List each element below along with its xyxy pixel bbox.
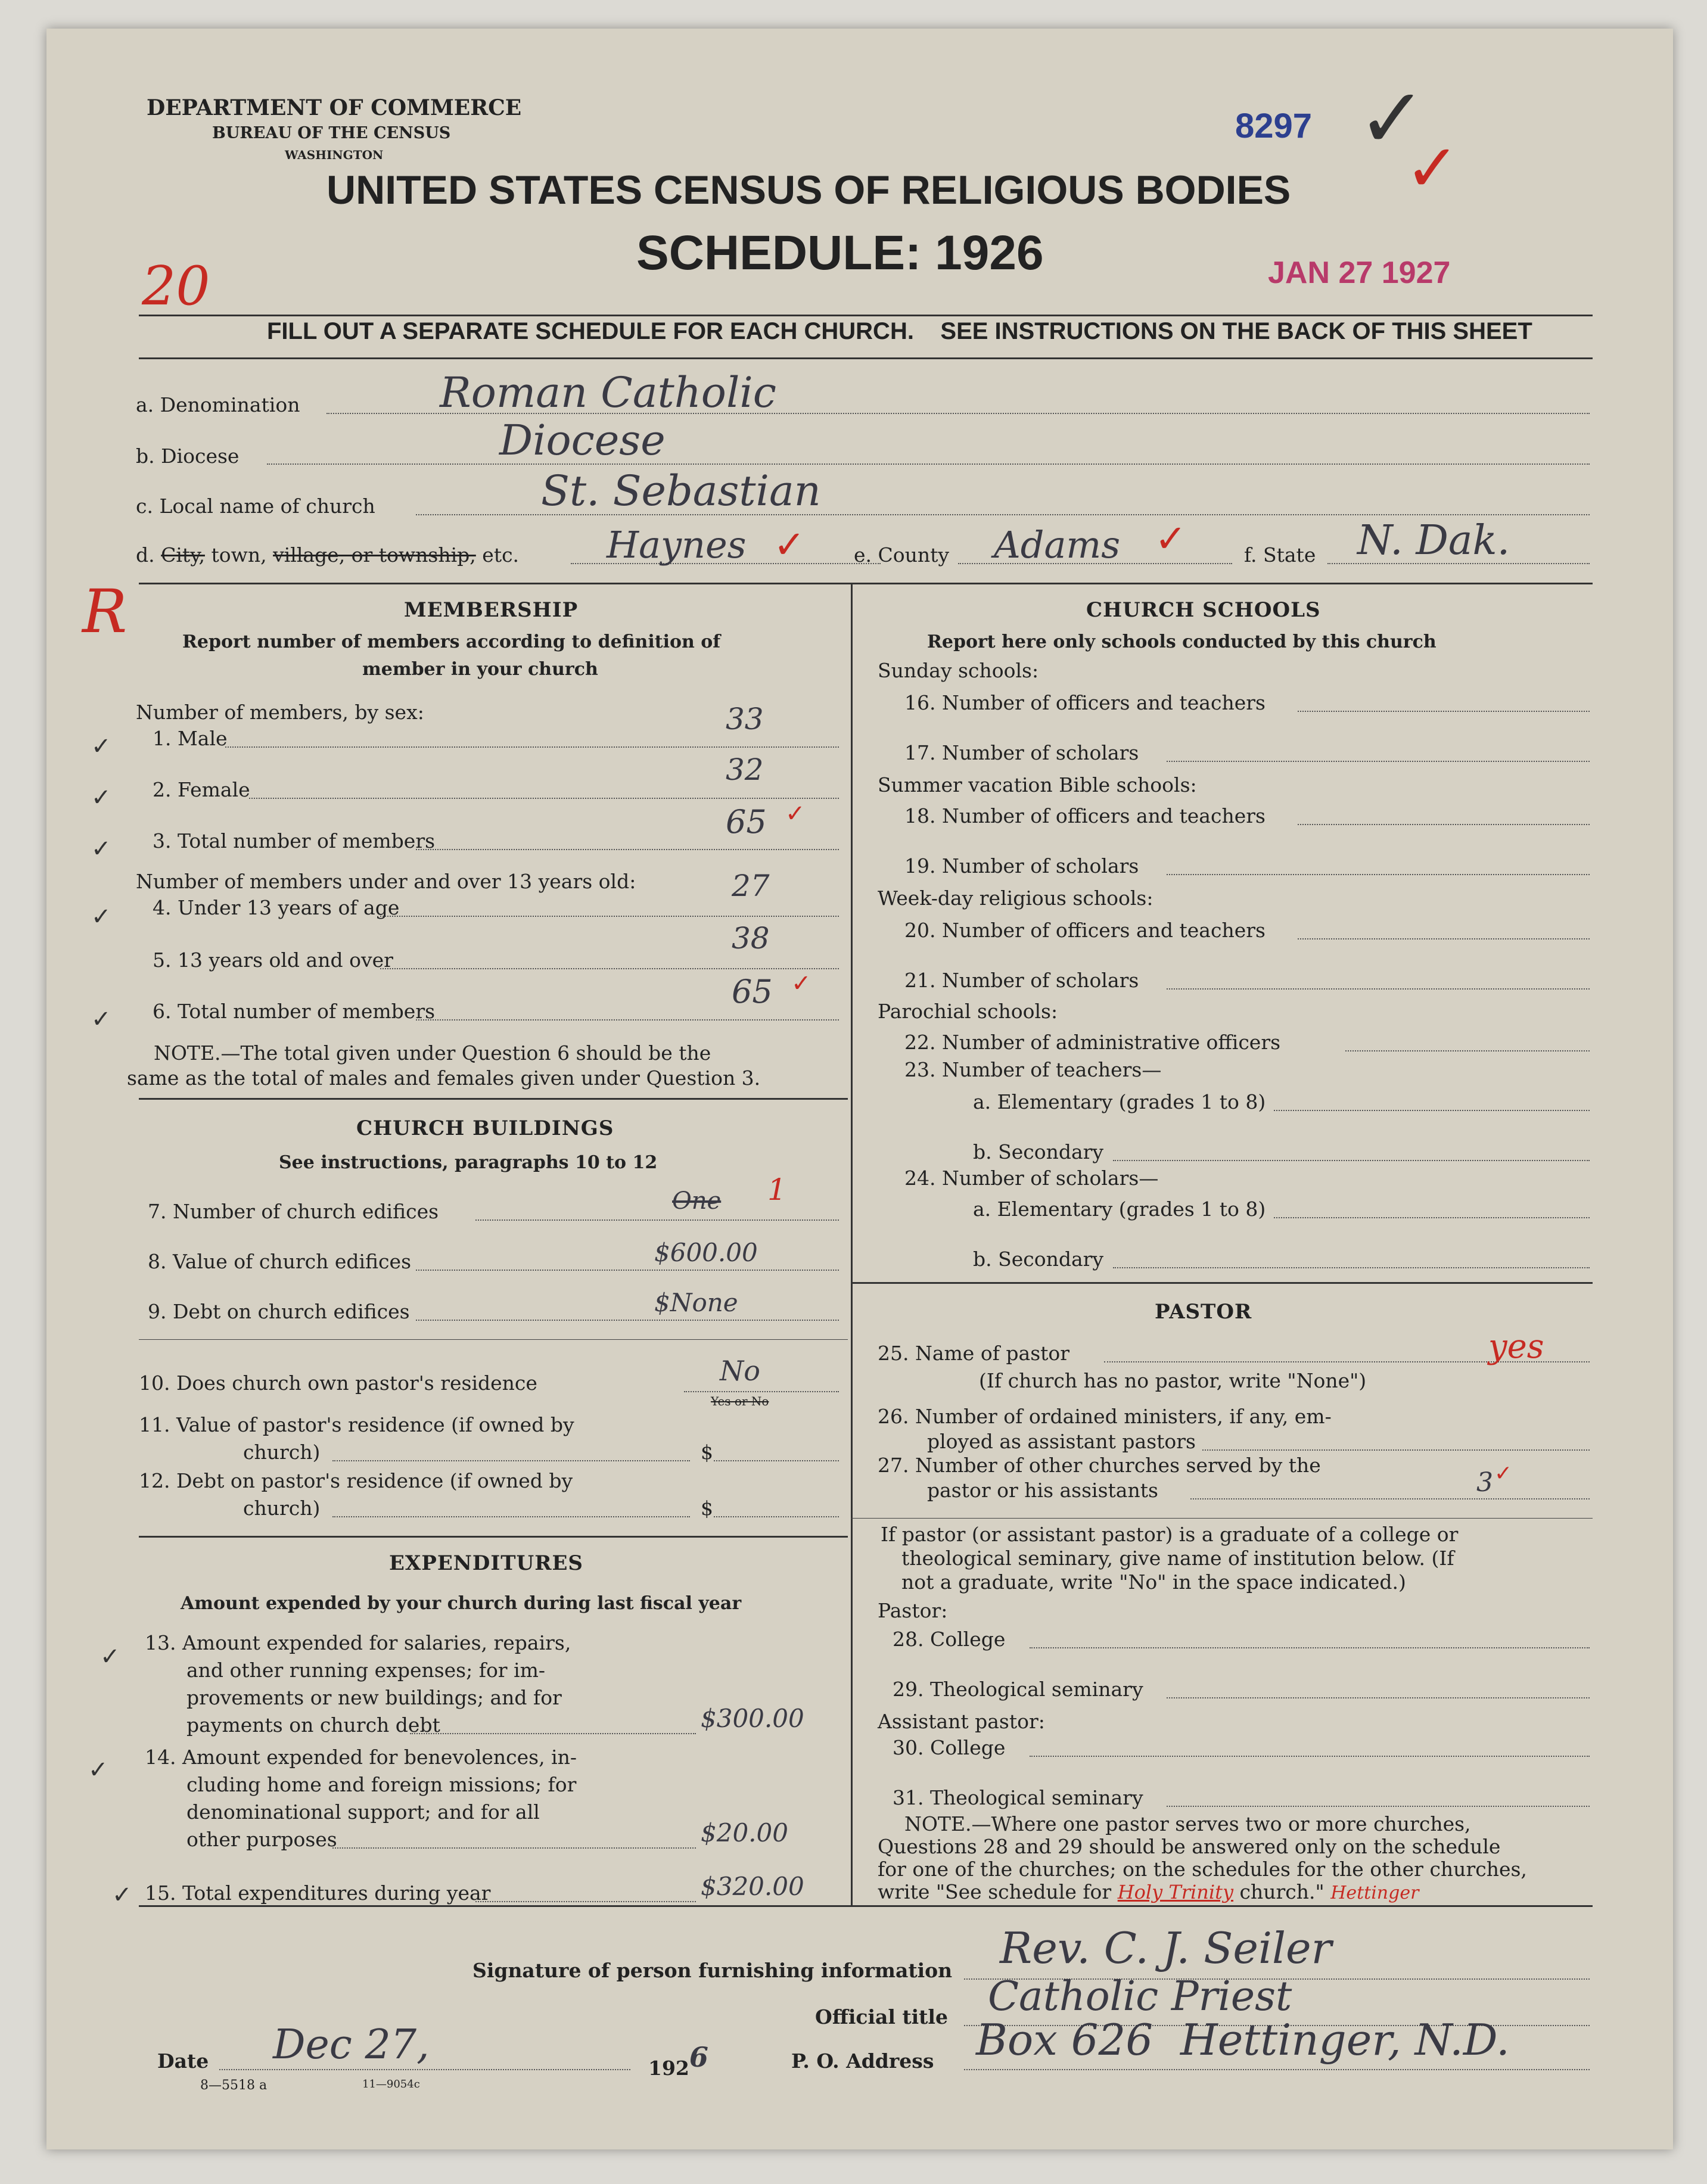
q3-red-check-icon: ✓	[785, 800, 806, 827]
q9-line	[416, 1320, 839, 1321]
q11-value[interactable]: $	[701, 1441, 713, 1464]
date-value[interactable]: Dec 27,	[273, 2021, 430, 2068]
city-line: WASHINGTON	[285, 148, 384, 162]
rule-membership	[139, 1098, 848, 1100]
pastor-note-4a: write "See schedule for	[878, 1880, 1112, 1903]
q3-check-icon: ✓	[91, 835, 111, 863]
q13-line-3: provements or new buildings; and for	[186, 1686, 562, 1709]
q10-line	[684, 1391, 839, 1392]
by-sex-label: Number of members, by sex:	[136, 701, 424, 724]
q7-value[interactable]: One	[672, 1187, 722, 1215]
print-number: 11—9054c	[362, 2078, 420, 2090]
q18-label: 18. Number of officers and teachers	[904, 804, 1266, 827]
po-address-value[interactable]: Box 626 Hettinger, N.D.	[976, 2015, 1510, 2065]
signature-value[interactable]: Rev. C. J. Seiler	[1000, 1923, 1332, 1973]
rule-schools	[851, 1282, 1593, 1284]
q25-value[interactable]: yes	[1488, 1327, 1544, 1366]
q14-line-1: 14. Amount expended for benevolences, in-	[145, 1746, 577, 1769]
po-address-label: P. O. Address	[791, 2049, 934, 2073]
q31-label: 31. Theological seminary	[893, 1786, 1143, 1809]
official-title-label: Official title	[815, 2005, 948, 2029]
q5-value[interactable]: 38	[732, 921, 770, 956]
received-date-stamp: JAN 27 1927	[1268, 256, 1451, 290]
rule-identity	[139, 583, 1593, 584]
q2-check-icon: ✓	[91, 784, 111, 811]
membership-note-1: NOTE.—The total given under Question 6 should be the	[154, 1041, 711, 1065]
pastor-note-4b: church."	[1239, 1880, 1324, 1903]
q19-line	[1167, 874, 1590, 875]
q14-dots	[332, 1847, 696, 1849]
q14-check-icon: ✓	[88, 1756, 108, 1784]
q24b-line	[1113, 1267, 1590, 1268]
expenditures-heading: EXPENDITURES	[389, 1551, 583, 1575]
form-title: UNITED STATES CENSUS OF RELIGIOUS BODIES	[327, 167, 1291, 213]
grad-note-2: theological seminary, give name of institution below. (If	[901, 1547, 1454, 1570]
q11-label: 11. Value of pastor's residence (if owned by	[139, 1413, 574, 1436]
q27-label-1: 27. Number of other churches served by the	[878, 1454, 1321, 1477]
q14-line-2: cluding home and foreign missions; for	[186, 1773, 577, 1796]
q16-label: 16. Number of officers and teachers	[904, 691, 1266, 714]
q1-check-icon: ✓	[91, 733, 111, 760]
q11-line	[714, 1460, 839, 1461]
q20-label: 20. Number of officers and teachers	[904, 919, 1266, 942]
q6-red-check-icon: ✓	[791, 970, 811, 997]
q10-value[interactable]: No	[720, 1355, 760, 1387]
q3-line	[416, 849, 839, 850]
parochial-heading: Parochial schools:	[878, 1000, 1058, 1023]
denomination-value[interactable]: Roman Catholic	[440, 368, 776, 417]
q2-label: 2. Female	[153, 778, 250, 801]
q22-label: 22. Number of administrative officers	[904, 1031, 1281, 1054]
diocese-label: b. Diocese	[136, 444, 240, 468]
q13-value[interactable]: $300.00	[701, 1704, 804, 1733]
age-intro: Number of members under and over 13 years old:	[136, 870, 636, 893]
year-prefix: 192	[648, 2057, 689, 2080]
q8-label: 8. Value of church edifices	[148, 1250, 412, 1273]
q27-label-2: pastor or his assistants	[927, 1479, 1158, 1502]
rule-q27	[851, 1518, 1593, 1519]
department-line: DEPARTMENT OF COMMERCE	[147, 95, 522, 120]
q4-value[interactable]: 27	[732, 869, 770, 903]
membership-note-2: same as the total of males and females given under Question 3.	[127, 1066, 761, 1090]
q13-line-1: 13. Amount expended for salaries, repairs,	[145, 1631, 571, 1654]
margin-mark: R	[82, 577, 128, 646]
q15-label: 15. Total expenditures during year	[145, 1881, 491, 1905]
pastor-note-4	[878, 1880, 1419, 1903]
summer-heading: Summer vacation Bible schools:	[878, 773, 1197, 797]
q17-label: 17. Number of scholars	[904, 741, 1139, 764]
diocese-line	[267, 463, 1590, 465]
q5-line	[380, 968, 839, 969]
rule-footer	[139, 1905, 1593, 1907]
margin-number: 20	[142, 255, 210, 318]
local-name-label: c. Local name of church	[136, 494, 375, 518]
grad-note-1: If pastor (or assistant pastor) is a graduate of a college or	[881, 1523, 1459, 1546]
q16-line	[1298, 711, 1590, 712]
q17-line	[1167, 761, 1590, 762]
q23a-line	[1274, 1110, 1590, 1111]
q10-hint: Yes or No	[711, 1394, 769, 1408]
q14-line-3: denominational support; and for all	[186, 1800, 540, 1824]
q3-value[interactable]: 65	[726, 803, 767, 841]
q6-value[interactable]: 65	[732, 973, 773, 1010]
q1-line	[225, 746, 839, 748]
q21-label: 21. Number of scholars	[904, 969, 1139, 992]
q18-line	[1298, 824, 1590, 825]
q23-label: 23. Number of teachers—	[904, 1058, 1162, 1081]
form-subtitle: SCHEDULE: 1926	[636, 226, 1044, 280]
grad-note-3: not a graduate, write "No" in the space indicated.)	[901, 1570, 1406, 1594]
q24a-line	[1274, 1217, 1590, 1218]
pastor-note-1: NOTE.—Where one pastor serves two or more churches,	[904, 1812, 1471, 1835]
buildings-sub: See instructions, paragraphs 10 to 12	[279, 1152, 658, 1173]
city-check-icon: ✓	[773, 523, 806, 567]
q25-label: 25. Name of pastor	[878, 1342, 1070, 1365]
membership-heading: MEMBERSHIP	[404, 598, 579, 622]
buildings-heading: CHURCH BUILDINGS	[356, 1116, 614, 1140]
date-line	[219, 2069, 630, 2070]
q2-line	[249, 798, 839, 799]
q14-value[interactable]: $20.00	[701, 1818, 788, 1847]
q3-label: 3. Total number of members	[153, 829, 436, 853]
diocese-value[interactable]: Diocese	[499, 416, 666, 465]
membership-intro: Report number of members according to definition of	[182, 631, 721, 652]
local-name-value[interactable]: St. Sebastian	[541, 466, 821, 515]
q29-line	[1167, 1697, 1590, 1698]
bureau-line: BUREAU OF THE CENSUS	[212, 124, 451, 142]
q7-line	[475, 1219, 839, 1221]
see-schedule-value[interactable]: Holy Trinity	[1117, 1881, 1234, 1903]
see-schedule-extra: Hettinger	[1330, 1883, 1419, 1903]
q23b-line	[1113, 1160, 1590, 1161]
q4-label: 4. Under 13 years of age	[153, 896, 400, 919]
q9-value[interactable]: $None	[654, 1288, 738, 1317]
large-check-icon: ✓	[1357, 70, 1428, 167]
q27-red-check-icon: ✓	[1494, 1461, 1513, 1486]
q2-value[interactable]: 32	[726, 752, 764, 787]
q29-label: 29. Theological seminary	[893, 1678, 1143, 1701]
weekday-heading: Week-day religious schools:	[878, 886, 1153, 910]
county-label: e. County	[854, 543, 950, 567]
village-struck: village, or township,	[273, 543, 476, 567]
city-struck: City,	[161, 543, 205, 567]
membership-intro2: member in your church	[362, 659, 598, 680]
date-label: Date	[157, 2049, 209, 2073]
q12-line-left	[332, 1516, 690, 1517]
q30-label: 30. College	[893, 1736, 1006, 1759]
instruction-banner: FILL OUT A SEPARATE SCHEDULE FOR EACH CHURCH. SEE INSTRUCTIONS ON THE BACK OF THIS SHEET	[267, 318, 1532, 344]
q28-label: 28. College	[893, 1628, 1006, 1651]
q8-line	[416, 1270, 839, 1271]
q13-line-2: and other running expenses; for im-	[186, 1659, 546, 1682]
pastor-note-2: Questions 28 and 29 should be answered only on the schedule	[878, 1835, 1501, 1858]
q21-line	[1167, 988, 1590, 990]
city-prefix: d.	[136, 543, 155, 567]
form-number: 8—5518 a	[200, 2078, 268, 2093]
q24b-label: b. Secondary	[973, 1247, 1104, 1271]
q20-line	[1298, 938, 1590, 939]
rule-edifices	[139, 1339, 848, 1340]
column-divider	[851, 583, 853, 1905]
rule-top	[139, 315, 1593, 316]
q26-label-1: 26. Number of ordained ministers, if any, em-	[878, 1405, 1332, 1428]
city-label	[136, 543, 519, 567]
pastor-note-3: for one of the churches; on the schedules for the other churches,	[878, 1858, 1527, 1881]
q11-line-left	[332, 1460, 690, 1461]
q8-value[interactable]: $600.00	[654, 1238, 758, 1267]
state-value[interactable]: N. Dak.	[1357, 517, 1510, 564]
q1-label: 1. Male	[153, 727, 228, 750]
q11-label-2: church)	[243, 1441, 321, 1464]
pastor-heading: PASTOR	[1155, 1300, 1252, 1324]
signature-label: Signature of person furnishing information	[472, 1959, 953, 1982]
q15-dots	[475, 1901, 696, 1902]
q22-line	[1345, 1050, 1590, 1051]
rule-buildings	[139, 1536, 848, 1538]
q27-line	[1190, 1498, 1590, 1499]
po-address-line	[964, 2069, 1590, 2070]
q15-check-icon: ✓	[112, 1881, 132, 1909]
q25-hint: (If church has no pastor, write "None")	[979, 1369, 1367, 1392]
q14-line-4: other purposes	[186, 1828, 337, 1851]
q9-label: 9. Debt on church edifices	[148, 1300, 410, 1323]
red-check-icon: ✓	[1405, 130, 1460, 206]
q4-line	[380, 916, 839, 917]
town-label: town,	[204, 543, 273, 567]
q6-label: 6. Total number of members	[153, 1000, 436, 1023]
q13-line-4: payments on church debt	[186, 1713, 440, 1737]
sunday-heading: Sunday schools:	[878, 659, 1039, 682]
q31-line	[1167, 1806, 1590, 1807]
denomination-label: a. Denomination	[136, 393, 300, 416]
q24a-label: a. Elementary (grades 1 to 8)	[973, 1197, 1266, 1221]
q10-label: 10. Does church own pastor's residence	[139, 1371, 537, 1395]
county-check-icon: ✓	[1155, 517, 1187, 561]
q7-label: 7. Number of church edifices	[148, 1200, 439, 1223]
q28-line	[1030, 1647, 1590, 1648]
q12-value[interactable]: $	[701, 1497, 713, 1520]
q15-value[interactable]: $320.00	[701, 1872, 804, 1901]
year-label	[648, 2041, 708, 2082]
stamp-number: 8297	[1235, 107, 1313, 145]
city-value[interactable]: Haynes	[607, 523, 747, 567]
county-value[interactable]: Adams	[994, 523, 1121, 567]
q7-red-value: 1	[767, 1172, 786, 1207]
q1-value[interactable]: 33	[726, 702, 764, 736]
q12-label-2: church)	[243, 1497, 321, 1520]
q5-label: 5. 13 years old and over	[153, 948, 393, 972]
year-value[interactable]: 6	[689, 2041, 708, 2073]
q27-value[interactable]: 3	[1476, 1467, 1493, 1498]
assistant-subheading: Assistant pastor:	[878, 1710, 1045, 1733]
schools-heading: CHURCH SCHOOLS	[1086, 598, 1321, 622]
q30-line	[1030, 1756, 1590, 1757]
q6-check-icon: ✓	[91, 1006, 111, 1033]
schools-sub: Report here only schools conducted by this church	[927, 631, 1437, 652]
q12-line	[714, 1516, 839, 1517]
census-schedule-sheet	[46, 29, 1673, 2149]
expenditures-sub: Amount expended by your church during last fiscal year	[181, 1593, 742, 1614]
etc-label: etc.	[475, 543, 520, 567]
q13-dots	[410, 1733, 696, 1734]
q23a-label: a. Elementary (grades 1 to 8)	[973, 1090, 1266, 1113]
q19-label: 19. Number of scholars	[904, 854, 1139, 878]
q24-label: 24. Number of scholars—	[904, 1166, 1159, 1190]
state-label: f. State	[1244, 543, 1316, 567]
q12-label: 12. Debt on pastor's residence (if owned by	[139, 1469, 573, 1492]
pastor-subheading: Pastor:	[878, 1599, 948, 1622]
q23b-label: b. Secondary	[973, 1140, 1104, 1163]
official-title-value[interactable]: Catholic Priest	[988, 1973, 1292, 2020]
q26-line	[1202, 1449, 1590, 1451]
q6-line	[416, 1019, 839, 1021]
rule-banner	[139, 357, 1593, 359]
q26-label-2: ployed as assistant pastors	[927, 1430, 1196, 1453]
q4-check-icon: ✓	[91, 903, 111, 931]
q13-check-icon: ✓	[100, 1643, 120, 1670]
